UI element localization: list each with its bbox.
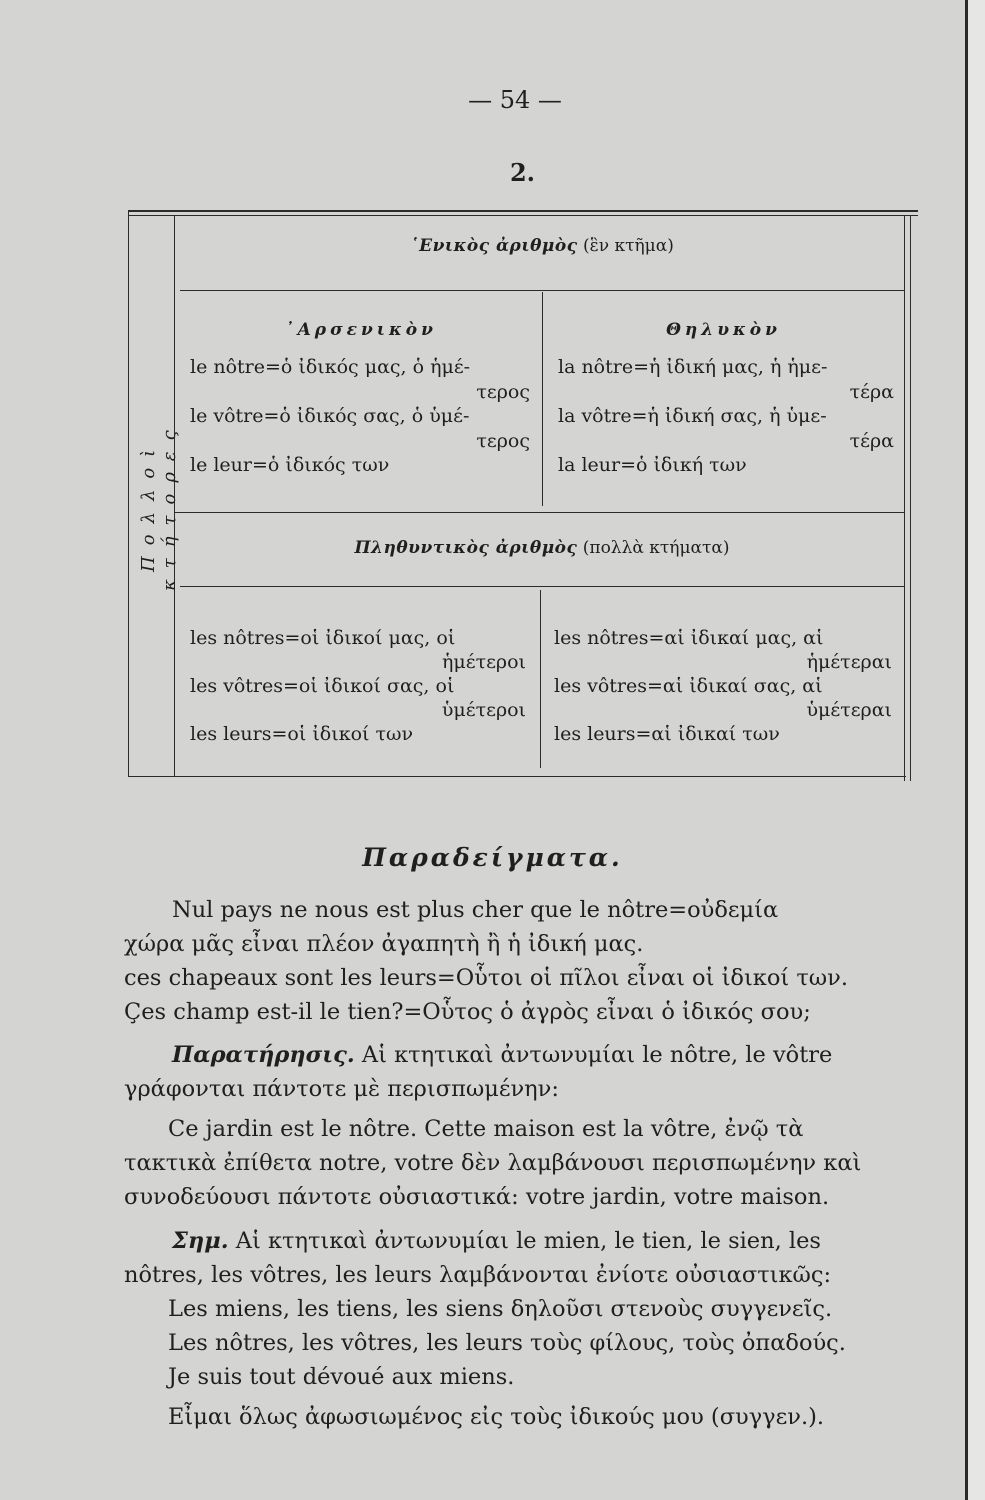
cell-line: τέρα <box>849 429 894 452</box>
singular-paren: (ἓν κτῆμα) <box>582 236 674 256</box>
cell-line: les vôtres=οἱ ἰδικοί σας, οἱ <box>190 675 455 697</box>
cell-line: τερος <box>476 380 530 403</box>
example-line: ces chapeaux sont les leurs=Οὗτοι οἱ πῖλοι εἶναι οἱ ἰδικοί των. <box>124 965 848 991</box>
cell-line: les vôtres=αἱ ἰδικαί σας, αἱ <box>554 675 823 697</box>
example-line: Çes champ est-il le tien?=Οὗτος ὁ ἀγρὸς εἶναι ὁ ἰδικός σου; <box>124 999 811 1025</box>
cell-line: la vôtre=ἡ ἰδική σας, ἡ ὑμε- <box>558 405 827 427</box>
cell-line: le vôtre=ὁ ἰδικός σας, ὁ ὑμέ- <box>190 405 470 427</box>
singular-header <box>180 236 904 256</box>
note-first-line <box>172 1228 821 1254</box>
singular-header-divider <box>180 290 904 291</box>
singular-label: ῾Ενικὸς ἀριθμὸς <box>410 236 578 256</box>
note-line: Les miens, les tiens, les siens δηλοῦσι στενοὺς συγγενεῖς. <box>168 1296 833 1322</box>
remark-text: Αἱ κτητικαὶ ἀντωνυμίαι le nôtre, le vôtre <box>361 1042 833 1068</box>
table-right-border-outer <box>910 215 911 781</box>
cell-line: ἡμέτεροι <box>442 651 526 673</box>
cell-line: τερος <box>476 429 530 452</box>
singular-masculine-cell <box>190 355 530 478</box>
remark-first-line <box>172 1042 832 1068</box>
masculine-header: ᾿Αρσενικὸν <box>285 320 437 340</box>
table-top-border <box>128 210 918 212</box>
examples-heading: Παραδείγματα. <box>362 843 623 872</box>
note-line: Εἶμαι ὅλως ἀφωσιωμένος εἰς τοὺς ἰδικούς μου (συγγεν.). <box>168 1404 825 1430</box>
remark-label: Παρατήρησις. <box>172 1042 355 1068</box>
table-right-border <box>904 215 905 781</box>
table-left-border <box>128 210 129 776</box>
plural-feminine-cell <box>554 626 892 746</box>
plural-header-divider <box>180 586 904 587</box>
cell-line: le nôtre=ὁ ἰδικός μας, ὁ ἡμέ- <box>190 356 471 378</box>
plural-header <box>180 538 904 558</box>
cell-line: les nôtres=αἱ ἰδικαί μας, αἱ <box>554 627 824 649</box>
cell-line: ὑμέτεροι <box>441 699 526 721</box>
note-line: Je suis tout dévoué aux miens. <box>168 1364 515 1390</box>
section-number: 2. <box>509 158 536 187</box>
cell-line: la nôtre=ἡ ἰδική μας, ἡ ἡμε- <box>558 356 828 378</box>
cell-line: les leurs=οἱ ἰδικοί των <box>190 723 414 745</box>
cell-line: les nôtres=οἱ ἰδικοί μας, οἱ <box>190 627 456 649</box>
cell-line: la leur=ὁ ἰδική των <box>558 454 747 476</box>
cell-line: τέρα <box>849 380 894 403</box>
remark-line: Ce jardin est le nôtre. Cette maison est la vôtre, ἐνῷ τὰ <box>168 1116 804 1142</box>
plural-paren: (πολλὰ κτήματα) <box>582 538 730 558</box>
page-edge <box>965 0 985 1500</box>
table-bottom-border <box>128 776 906 777</box>
cell-line: ὑμέτεραι <box>806 699 892 721</box>
note-line: nôtres, les vôtres, les leurs λαμβάνονται ἐνίοτε οὐσιαστικῶς: <box>124 1262 832 1288</box>
remark-line: συνοδεύουσι πάντοτε οὐσιαστικά: votre jardin, votre maison. <box>124 1184 830 1210</box>
plural-column-divider <box>540 590 541 768</box>
cell-line: les leurs=αἱ ἰδικαί των <box>554 723 780 745</box>
feminine-header: Θηλυκὸν <box>666 320 781 340</box>
table-top-border-inner <box>128 215 918 216</box>
plural-masculine-cell <box>190 626 526 746</box>
note-text: Αἱ κτητικαὶ ἀντωνυμίαι le mien, le tien, le sien, les <box>235 1228 821 1254</box>
note-label: Σημ. <box>172 1228 229 1254</box>
cell-line: ἡμέτεραι <box>806 651 892 673</box>
owners-side-label: Πολλοὶ κτήτορες <box>138 419 180 591</box>
page-number: — 54 — <box>468 86 562 114</box>
singular-bottom-divider <box>174 512 904 513</box>
remark-line: γράφονται πάντοτε μὲ περισπωμένην: <box>124 1076 559 1102</box>
cell-line: le leur=ὁ ἰδικός των <box>190 454 390 476</box>
plural-label: Πληθυντικὸς ἀριθμὸς <box>354 538 578 558</box>
example-line: χώρα μᾶς εἶναι πλέον ἀγαπητὴ ἢ ἡ ἰδική μας. <box>124 931 644 957</box>
remark-line: τακτικὰ ἐπίθετα notre, votre δὲν λαμβάνουσι περισπωμένην καὶ <box>124 1150 862 1176</box>
singular-feminine-cell <box>558 355 894 478</box>
note-line: Les nôtres, les vôtres, les leurs τοὺς φίλους, τοὺς ὀπαδούς. <box>168 1330 846 1356</box>
example-line: Nul pays ne nous est plus cher que le nôtre=οὐδεμία <box>172 897 779 923</box>
